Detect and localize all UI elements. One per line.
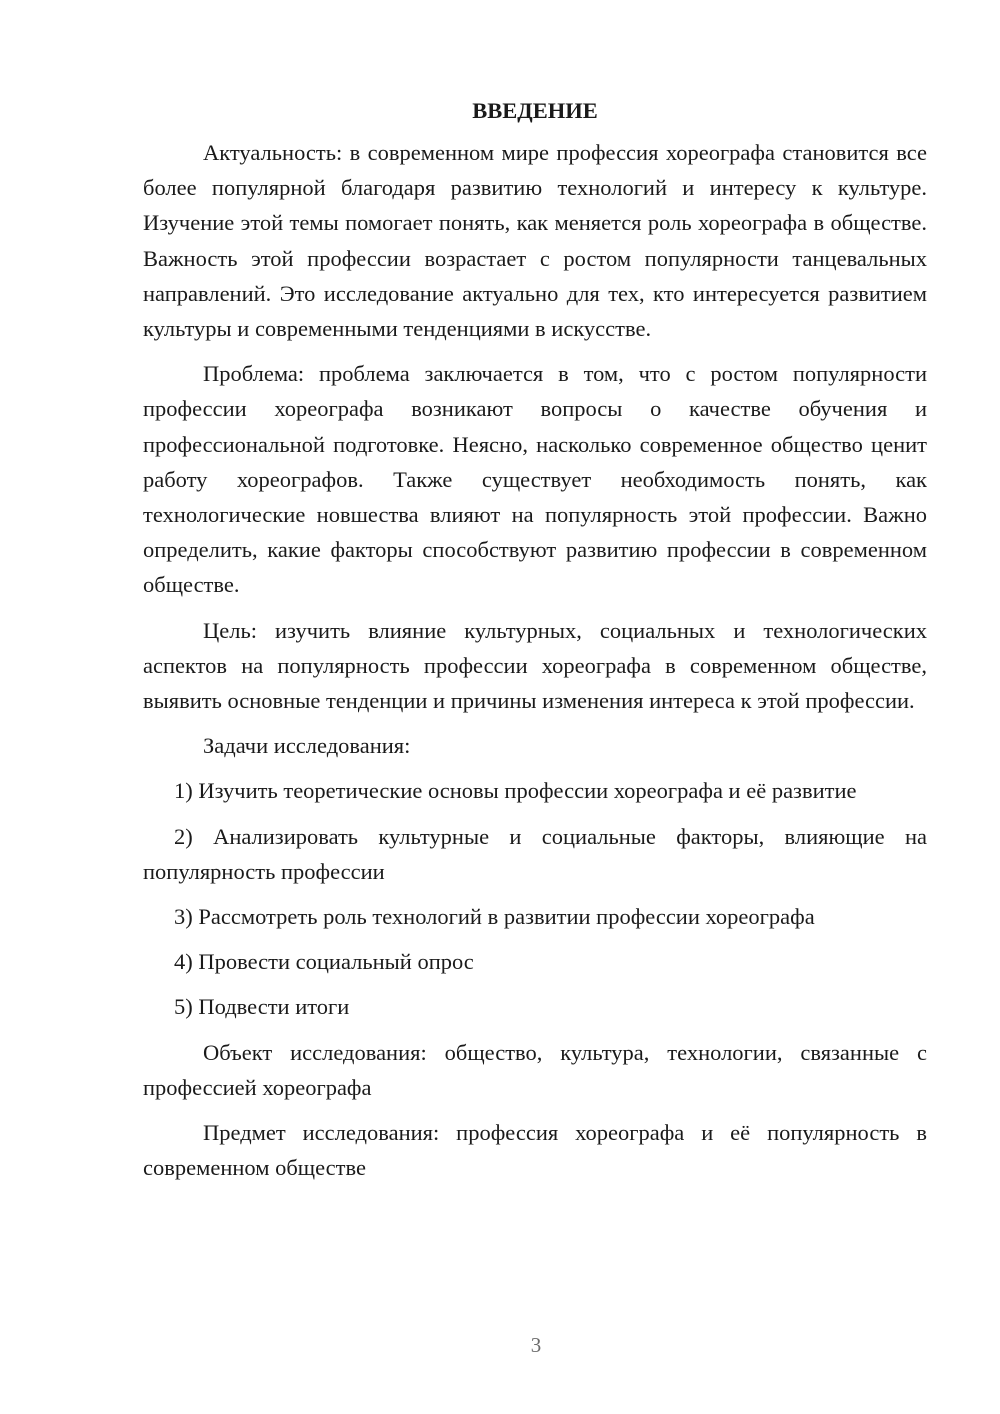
paragraph-object: Объект исследования: общество, культура, технологии, связанные с профессией хореографа bbox=[143, 1039, 927, 1100]
task-item-1: 1) Изучить теоретические основы профессии хореографа и её развитие bbox=[174, 778, 857, 804]
task-item-2: 2) Анализировать культурные и социальные факторы, влияющие на популярность профессии bbox=[143, 823, 927, 884]
page-title: ВВЕДЕНИЕ bbox=[472, 98, 598, 123]
paragraph-problem: Проблема: проблема заключается в том, что с ростом популярности профессии хореографа возникают вопросы о качестве обучения и профессиональной подготовке. Неясно, насколько современное общество ценит работу хореографов. Также существует необходимость понять, как технологические новшества влияют на популярность этой профессии. Важно определить, какие факторы способствуют развитию профессии в современном обществе. bbox=[143, 361, 927, 598]
tasks-heading: Задачи исследования: bbox=[203, 733, 411, 759]
task-item-4: 4) Провести социальный опрос bbox=[174, 949, 474, 975]
page-content bbox=[143, 96, 927, 1195]
task-item-3: 3) Рассмотреть роль технологий в развитии профессии хореографа bbox=[174, 904, 815, 930]
paragraph-relevance: Актуальность: в современном мире профессия хореографа становится все более популярной благодаря развитию технологий и интересу к культуре. Изучение этой темы помогает понять, как меняется роль хореографа в обществе. Важность этой профессии возрастает с ростом популярности танцевальных направлений. Это исследование актуально для тех, кто интересуется развитием культуры и современными тенденциями в искусстве. bbox=[143, 140, 927, 342]
page-number: 3 bbox=[530, 1333, 542, 1357]
paragraph-goal: Цель: изучить влияние культурных, социальных и технологических аспектов на популярность профессии хореографа в современном обществе, выявить основные тенденции и причины изменения интереса к этой профессии. bbox=[143, 617, 927, 714]
task-item-5: 5) Подвести итоги bbox=[174, 994, 350, 1020]
paragraph-subject: Предмет исследования: профессия хореографа и её популярность в современном обществе bbox=[143, 1120, 927, 1181]
